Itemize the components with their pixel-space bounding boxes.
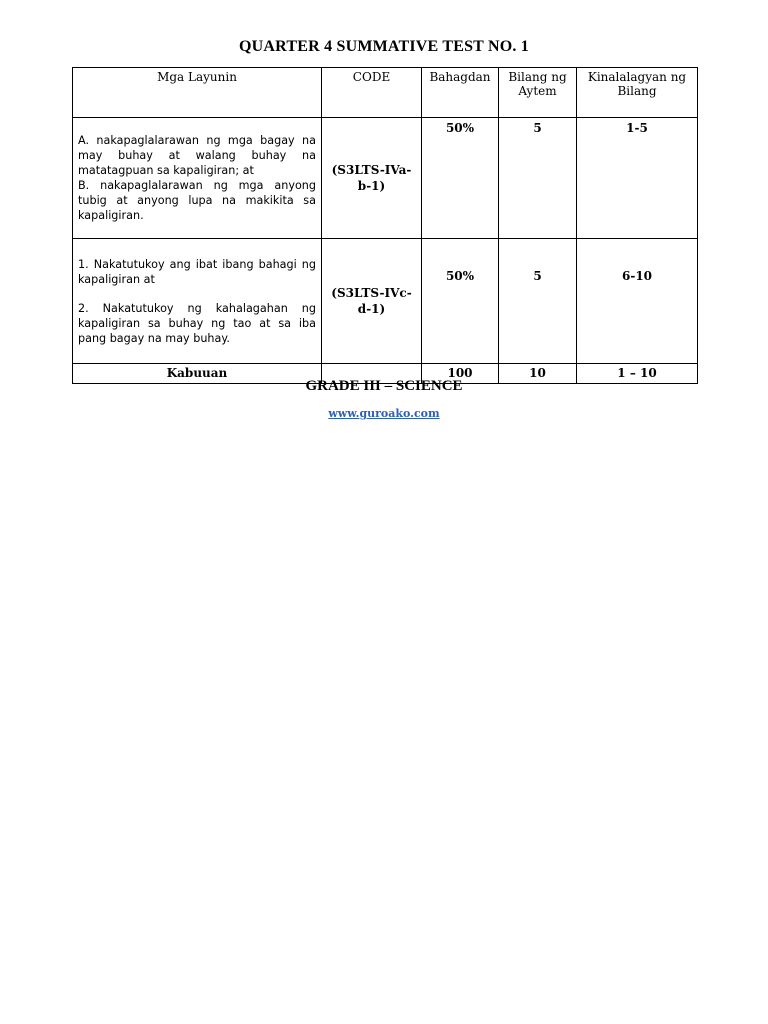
header-percent: Bahagdan: [422, 68, 499, 118]
total-label: Kabuuan: [73, 364, 322, 384]
objectives-cell: [73, 118, 322, 239]
table-of-specifications: [72, 67, 698, 384]
total-placement: 1 – 10: [577, 364, 698, 384]
table-row: [73, 239, 698, 364]
percent-cell: 50%: [422, 239, 499, 364]
code-cell: (S3LTS-IVa-b-1): [322, 118, 422, 239]
objective-text: 2. Nakatutukoy ng kahalagahan ng kapaligiran sa buhay ng tao at sa iba pang bagay na may buhay.: [78, 301, 316, 345]
page-title: QUARTER 4 SUMMATIVE TEST NO. 1: [239, 38, 529, 55]
total-percent: 100: [422, 364, 499, 384]
header-placement: Kinalalagyan ng Bilang: [577, 68, 698, 118]
table-header-row: [73, 68, 698, 118]
code-cell: (S3LTS-IVc-d-1): [322, 239, 422, 364]
objective-text: B. nakapaglalarawan ng mga anyong tubig at anyong lupa na makikita sa kapaligiran.: [78, 179, 316, 222]
objectives-cell: [73, 239, 322, 364]
percent-cell: 50%: [422, 118, 499, 239]
grade-subject-heading: GRADE III – SCIENCE: [305, 378, 463, 394]
objective-text: 1. Nakatutukoy ang ibat ibang bahagi ng kapaligiran at: [78, 257, 316, 286]
table-row: [73, 118, 698, 239]
header-item-count: Bilang ng Aytem: [499, 68, 577, 118]
header-code: CODE: [322, 68, 422, 118]
placement-cell: 1-5: [577, 118, 698, 239]
item-count-cell: 5: [499, 118, 577, 239]
header-objectives: Mga Layunin: [73, 68, 322, 118]
item-count-cell: 5: [499, 239, 577, 364]
placement-cell: 6-10: [577, 239, 698, 364]
total-items: 10: [499, 364, 577, 384]
objective-text: A. nakapaglalarawan ng mga bagay na may buhay at walang buhay na matatagpuan sa kapaligiran; at: [78, 134, 316, 177]
website-link[interactable]: www.guroako.com: [328, 407, 440, 420]
